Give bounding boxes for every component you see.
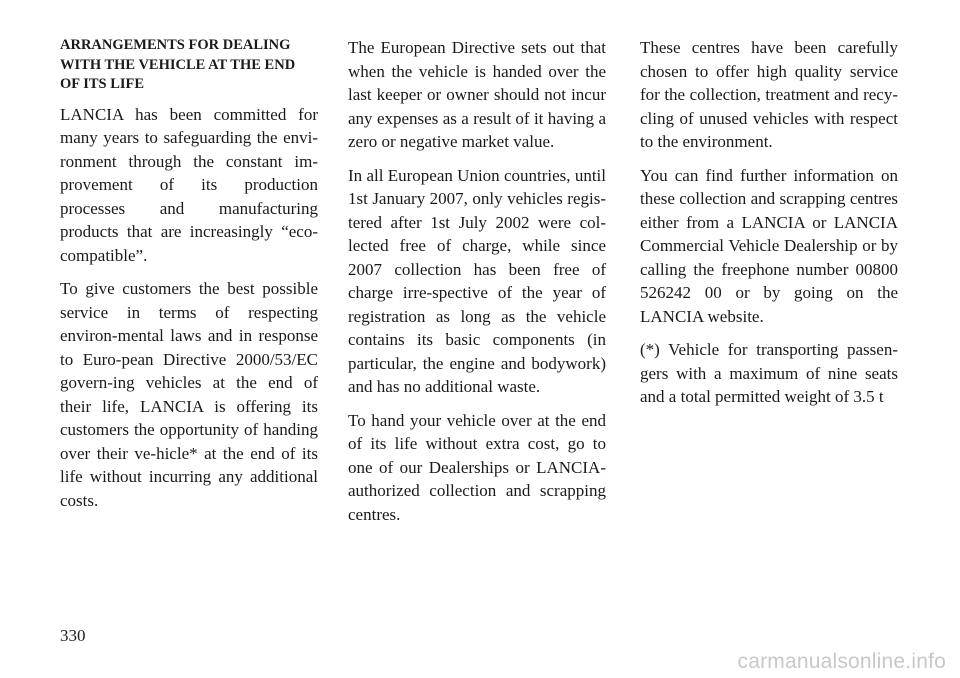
text-column-3 [640,36,898,419]
paragraph-footnote: (*) Vehicle for transporting passen-gers with a maximum of nine seats and a total permitted weight of 3.5 t [640,340,898,406]
paragraph-eu-countries: In all European Union countries, until 1st January 2007, only vehicles regis-tered after 1st July 2002 were col-lected free of charge, while since 2007 collection has been free of charge irre-spective of the year of registration as long as the vehicle contains its basic components (in particular, the engine and bodywork) and has no additional waste. [348,165,606,396]
page-number: 330 [60,626,86,645]
paragraph-centres: These centres have been carefully chosen to offer high quality service for the collection, treatment and recy-cling of unused vehicles with respect to the environment. [640,38,898,151]
text-column-2 [348,36,606,536]
text-column-1 [60,36,318,522]
paragraph-european-directive: The European Directive sets out that when the vehicle is handed over the last keeper or owner should not incur any expenses as a result of it having a zero or negative market value. [348,38,606,151]
paragraph-customer-service: To give customers the best possible service in terms of respecting environ-mental laws and in response to Euro-pean Directive 2000/53/EC govern-ing vehicles at the end of their life, LANCIA is offering its customers the opportunity of handing over their ve-hicle* at the end of its life without incurring any additional costs. [60,279,318,510]
paragraph-commitment: LANCIA has been committed for many years to safeguarding the envi-ronment through the constant im-provement of its production processes and manufacturing products that are increasingly “eco-compatible”. [60,104,318,265]
section-heading: ARRANGEMENTS FOR DEALING WITH THE VEHICLE AT THE END OF ITS LIFE [60,37,296,92]
paragraph-further-info: You can find further information on these collection and scrapping centres either from a LANCIA or LANCIA Commercial Vehicle Dealership or by calling the freephone number 00800 526242 00 or by going on the LANCIA website. [640,165,898,326]
watermark: carmanualsonline.info [737,650,946,673]
paragraph-hand-over: To hand your vehicle over at the end of its life without extra cost, go to one of our Dealerships or LANCIA-authorized collection and scrapping centres. [348,410,606,524]
